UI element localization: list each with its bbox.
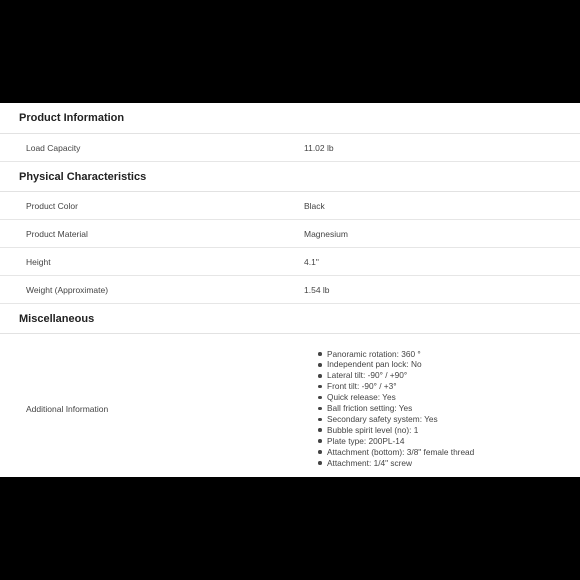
spec-value: Magnesium — [304, 228, 348, 239]
spec-value: 4.1" — [304, 256, 319, 267]
list-item: Ball friction setting: Yes — [304, 403, 580, 414]
spec-row-height — [0, 248, 580, 276]
spec-row-additional-information — [0, 334, 580, 483]
section-title-miscellaneous: Miscellaneous — [0, 304, 580, 334]
spec-label: Product Material — [26, 228, 88, 239]
section-title-physical-characteristics: Physical Characteristics — [0, 162, 580, 192]
list-item: Lateral tilt: -90° / +90° — [304, 370, 580, 381]
spec-value: Black — [304, 200, 325, 211]
list-item: Bubble spirit level (no): 1 — [304, 425, 580, 436]
spec-row-weight — [0, 276, 580, 304]
additional-info-list — [304, 349, 580, 469]
spec-row-product-color — [0, 192, 580, 220]
list-item: Secondary safety system: Yes — [304, 414, 580, 425]
list-item: Plate type: 200PL-14 — [304, 436, 580, 447]
list-item: Quick release: Yes — [304, 392, 580, 403]
spec-row-load-capacity — [0, 134, 580, 162]
spec-label: Height — [26, 256, 51, 267]
spec-value — [304, 349, 580, 469]
spec-row-product-material — [0, 220, 580, 248]
spec-label: Additional Information — [26, 403, 109, 414]
spec-value: 1.54 lb — [304, 284, 330, 295]
spec-label: Load Capacity — [26, 142, 81, 153]
list-item: Panoramic rotation: 360 ° — [304, 349, 580, 360]
spec-label: Product Color — [26, 200, 78, 211]
list-item: Attachment (bottom): 3/8" female thread — [304, 447, 580, 458]
spec-value: 11.02 lb — [304, 142, 334, 153]
list-item: Attachment: 1/4" screw — [304, 458, 580, 469]
spec-label: Weight (Approximate) — [26, 284, 109, 295]
section-title-product-information: Product Information — [0, 103, 580, 134]
specifications-table — [0, 103, 580, 477]
list-item: Independent pan lock: No — [304, 359, 580, 370]
list-item: Front tilt: -90° / +3° — [304, 381, 580, 392]
